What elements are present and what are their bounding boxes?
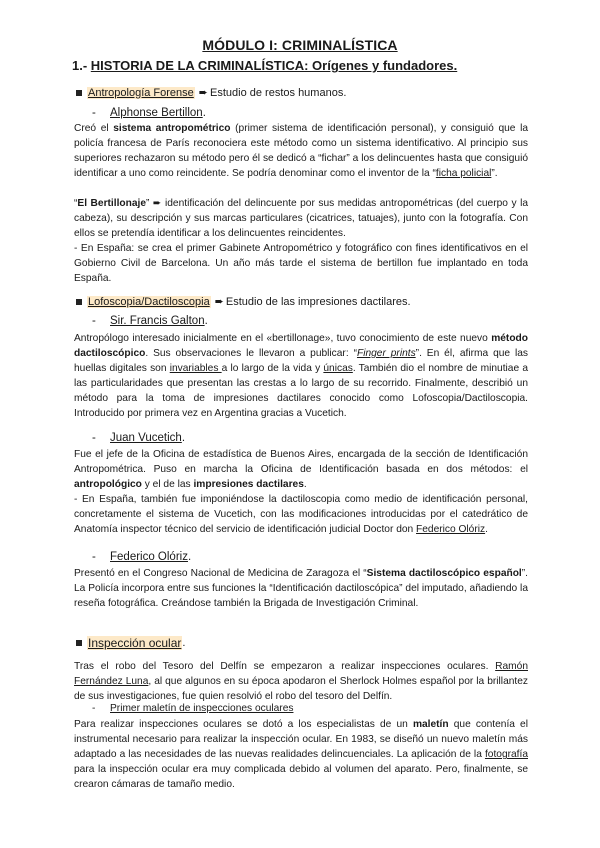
dash-marker: -: [92, 703, 96, 714]
text-run: .: [485, 524, 488, 536]
person-name: Juan Vucetich: [110, 432, 182, 444]
section-label-inspeccion: Inspección ocular: [88, 636, 182, 650]
section-inspeccion: [76, 636, 185, 650]
bullet-square-icon: [76, 299, 82, 305]
subheading-bertillon: - Alphonse Bertillon .: [92, 107, 206, 119]
person-name: Federico Olóriz: [110, 551, 188, 563]
section-lofoscopia: [76, 295, 411, 308]
text-bold: maletín: [412, 719, 449, 730]
text-run: (primer sistema de identificación personal), y consiguió que la policía francesa de París reconociera este método como un sistema identificativo. Al principio sus superiores rechazaron su método pero él se dedicó a “fichar” a los delincuentes hasta que consiguió identificar a uno como reincidente. Se podría denominar como el inventor de la “: [74, 123, 528, 180]
section-heading: [72, 58, 457, 73]
subheading-galton: - Sir. Francis Galton .: [92, 315, 208, 327]
paragraph-bertillon-1: [74, 121, 528, 181]
text-bold: Sistema dactiloscópico español: [366, 568, 522, 579]
section-desc-antropologia: Estudio de restos humanos.: [210, 86, 347, 99]
text-bold: sistema antropométrico: [113, 123, 231, 134]
text-run: Creó el: [74, 123, 114, 134]
bullet-square-icon: [76, 640, 82, 646]
text-run: “: [74, 198, 78, 209]
text-run: ”. En él, afirma que las huellas digitales son: [74, 348, 529, 375]
subheading-vucetich: - Juan Vucetich .: [92, 432, 186, 444]
text-run: - En España, también fue imponiéndose la dactiloscopia como medio de identificación personal, concretamente el sistema de Vucetich, con las modificaciones introducidas por el catedrático de Anatomía inspector técnico del servicio de identificación judicial Doctor don: [74, 494, 528, 536]
arrow-icon: ➨: [214, 296, 224, 308]
text-run: ” ➨ identificación del delincuente por sus medidas antropométricas (del cuerpo y la cabeza), su descripción y sus marcas particulares (cicatrices, tatuajes), junto con la fotografía. Con ellos se pretendía identificar a los delincuentes reincidentes.: [74, 198, 528, 240]
heading-text: HISTORIA DE LA CRIMINALÍSTICA: Orígenes y fundadores.: [90, 58, 458, 73]
paragraph-vucetich-2: [74, 492, 528, 537]
text-run: . Sus observaciones le llevaron a publicar: “: [145, 348, 357, 360]
person-name: Sir. Francis Galton: [110, 315, 205, 327]
subheading-maletin: [92, 703, 293, 714]
text-run: , al que algunos en su época apodaron el Sherlock Holmes español por la brillantez de sus investigaciones, fue quien resolvió el robo del tesoro del Delfín.: [74, 676, 528, 703]
text-bold: impresiones dactilares: [193, 479, 304, 491]
section-antropologia: [76, 86, 346, 99]
paragraph-inspeccion-1: [74, 659, 528, 704]
text-run: . También dio el nombre de minutiae a las particularidades que presentan las crestas a lo largo de su recorrido. Finalmente, describió un método para la toma de impresiones dactilares conocido como Lofoscopia/Dactiloscopia. Introducido por primera vez en Argentina gracias a Vucetich.: [74, 363, 528, 420]
paragraph-oloriz: [74, 566, 528, 611]
text-run: Presentó en el Congreso Nacional de Medicina de Zaragoza el “: [74, 568, 367, 579]
section-label-lofoscopia: Lofoscopia/Dactiloscopia: [88, 295, 210, 308]
text-bold: El Bertillonaje: [77, 198, 147, 209]
dash-marker: -: [92, 551, 96, 563]
paragraph-bertillon-2: [74, 196, 528, 241]
text-run: .: [182, 637, 186, 649]
person-name: Alphonse Bertillon: [110, 107, 203, 119]
text-run: Para realizar inspecciones oculares se dotó a los especialistas de un: [74, 719, 413, 730]
dash-marker: -: [92, 107, 96, 119]
text-run: para la inspección ocular era muy complicada debido al volumen del aparato. Pero, finalmente, se crearon cámaras de tamaño medio.: [74, 764, 528, 791]
dash-marker: -: [92, 315, 96, 327]
text-underlined: Ramón Fernández Luna: [74, 661, 528, 688]
text-underlined: fotografía: [484, 749, 528, 761]
bullet-square-icon: [76, 90, 82, 96]
text-run: Antropólogo interesado inicialmente en el «bertillonage», tuvo conocimiento de este nuevo: [74, 333, 492, 344]
text-underlined: ficha policial: [435, 168, 492, 180]
text-underlined: Federico Olóriz: [416, 524, 486, 536]
dash-marker: -: [92, 432, 96, 444]
text-italic: Finger prints: [356, 348, 416, 360]
subheading-maletin-text: Primer maletín de inspecciones oculares: [110, 703, 294, 714]
section-label-antropologia: Antropología Forense: [88, 86, 194, 99]
section-desc-lofoscopia: Estudio de las impresiones dactilares.: [225, 295, 411, 308]
paragraph-bertillon-3: - En España: se crea el primer Gabinete Antropométrico y fotográfico con fines identificativos en el Gobierno Civil de Barcelona. Un año más tarde el sistema de bertillon fue implantado en toda España.: [74, 243, 528, 285]
text-run: Fue el jefe de la Oficina de estadística de Buenos Aires, encargada de la sección de Identificación Antropométrica. Puso en marcha la Oficina de Identificación basada en dos métodos: el: [74, 449, 528, 476]
paragraph-inspeccion-2: [74, 717, 528, 792]
document-title: MÓDULO I: CRIMINALÍSTICA: [202, 37, 398, 53]
text-underlined: únicas: [323, 363, 353, 375]
text-run: ”. La Policía incorpora entre sus funciones la “Identificación dactiloscópica” del imputado, añadiendo la reseña fotográfica. Creándose también la Brigada de Investigación Criminal.: [74, 568, 528, 610]
text-underlined: invariables: [169, 363, 222, 375]
text-run: ”.: [491, 168, 498, 180]
paragraph-galton: [74, 331, 528, 422]
paragraph-vucetich-1: [74, 447, 528, 492]
arrow-icon: ➨: [198, 87, 209, 99]
text-run: .: [303, 479, 307, 491]
text-run: a lo largo de la vida y: [221, 363, 324, 375]
text-bold: método dactiloscópico: [74, 333, 528, 360]
text-run: que contenía el instrumental necesario para realizar la inspección ocular. En 1983, se diseñó un nuevo maletín más adaptado a las necesidades de las nuevas realidades delincuenciales. La aplicación de la: [74, 719, 528, 761]
heading-number: 1.-: [72, 58, 91, 73]
text-bold: antropológico: [74, 479, 142, 491]
subheading-oloriz: - Federico Olóriz .: [92, 551, 192, 563]
text-run: y el de las: [141, 479, 194, 491]
text-run: Tras el robo del Tesoro del Delfín se empezaron a realizar inspecciones oculares.: [74, 661, 496, 672]
